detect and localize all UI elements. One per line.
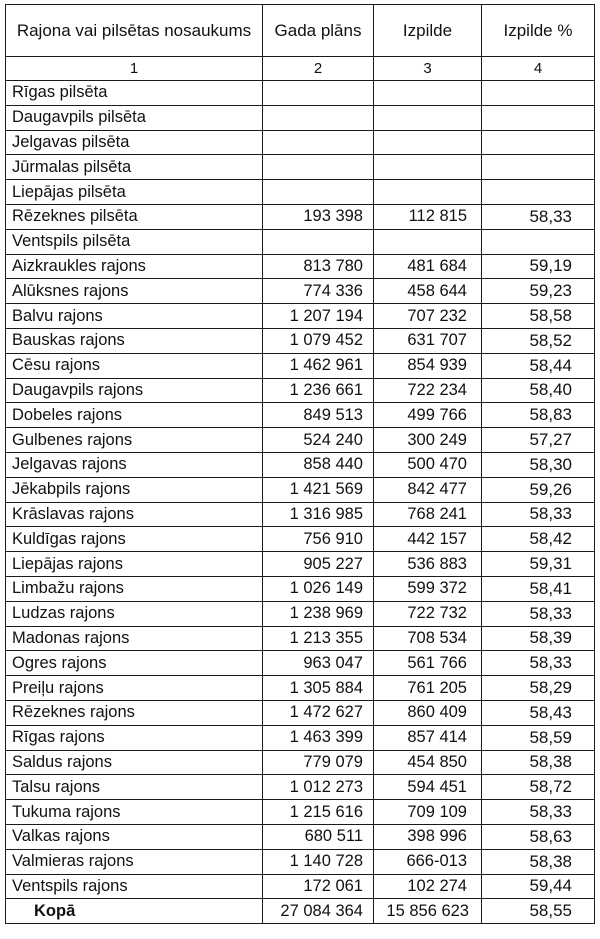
annual-plan-cell xyxy=(263,105,374,130)
execution-percent-cell: 58,40 xyxy=(482,378,595,403)
execution-percent-cell: 58,72 xyxy=(482,775,595,800)
annual-plan-cell: 963 047 xyxy=(263,651,374,676)
table-row xyxy=(6,849,595,874)
execution-percent-cell: 59,44 xyxy=(482,874,595,899)
budget-table xyxy=(5,4,595,924)
district-name-cell: Daugavpils pilsēta xyxy=(6,105,263,130)
annual-plan-cell: 1 012 273 xyxy=(263,775,374,800)
execution-cell: 722 234 xyxy=(374,378,482,403)
execution-cell: 500 470 xyxy=(374,452,482,477)
header-annual-plan: Gada plāns xyxy=(263,5,374,57)
district-name-cell: Daugavpils rajons xyxy=(6,378,263,403)
execution-percent-cell: 58,42 xyxy=(482,527,595,552)
execution-percent-cell: 58,41 xyxy=(482,576,595,601)
execution-cell: 536 883 xyxy=(374,552,482,577)
annual-plan-cell: 172 061 xyxy=(263,874,374,899)
district-name-cell: Jēkabpils rajons xyxy=(6,477,263,502)
annual-plan-cell: 858 440 xyxy=(263,452,374,477)
execution-percent-cell: 58,33 xyxy=(482,502,595,527)
district-name-cell: Balvu rajons xyxy=(6,304,263,329)
table-row xyxy=(6,874,595,899)
execution-percent-cell: 59,31 xyxy=(482,552,595,577)
annual-plan-cell xyxy=(263,229,374,254)
annual-plan-cell: 1 463 399 xyxy=(263,725,374,750)
annual-plan-cell: 1 238 969 xyxy=(263,601,374,626)
annual-plan-cell: 1 305 884 xyxy=(263,676,374,701)
execution-cell: 458 644 xyxy=(374,279,482,304)
execution-percent-cell: 58,33 xyxy=(482,204,595,229)
annual-plan-cell xyxy=(263,130,374,155)
execution-cell: 599 372 xyxy=(374,576,482,601)
table-row xyxy=(6,601,595,626)
table-row xyxy=(6,626,595,651)
table-row xyxy=(6,105,595,130)
table-row xyxy=(6,700,595,725)
execution-cell: 666-013 xyxy=(374,849,482,874)
table-row xyxy=(6,477,595,502)
execution-cell: 842 477 xyxy=(374,477,482,502)
table-row xyxy=(6,775,595,800)
district-name-cell: Liepājas rajons xyxy=(6,552,263,577)
table-row xyxy=(6,279,595,304)
district-name-cell: Jelgavas rajons xyxy=(6,452,263,477)
execution-percent-cell: 58,83 xyxy=(482,403,595,428)
execution-percent-cell: 58,43 xyxy=(482,700,595,725)
annual-plan-cell: 524 240 xyxy=(263,428,374,453)
annual-plan-cell: 27 084 364 xyxy=(263,899,374,924)
annual-plan-cell: 1 421 569 xyxy=(263,477,374,502)
district-name-cell: Limbažu rajons xyxy=(6,576,263,601)
district-name-cell: Ogres rajons xyxy=(6,651,263,676)
execution-percent-cell: 58,38 xyxy=(482,750,595,775)
district-name-cell: Cēsu rajons xyxy=(6,353,263,378)
table-row xyxy=(6,750,595,775)
district-name-cell: Dobeles rajons xyxy=(6,403,263,428)
execution-percent-cell: 58,63 xyxy=(482,824,595,849)
execution-cell: 722 732 xyxy=(374,601,482,626)
table-row xyxy=(6,254,595,279)
district-name-cell: Aizkraukles rajons xyxy=(6,254,263,279)
district-name-cell: Ventspils rajons xyxy=(6,874,263,899)
execution-percent-cell: 58,44 xyxy=(482,353,595,378)
table-row xyxy=(6,81,595,106)
execution-percent-cell: 58,52 xyxy=(482,328,595,353)
annual-plan-cell: 813 780 xyxy=(263,254,374,279)
district-name-cell: Rīgas rajons xyxy=(6,725,263,750)
district-name-cell: Saldus rajons xyxy=(6,750,263,775)
execution-cell: 454 850 xyxy=(374,750,482,775)
execution-percent-cell: 58,33 xyxy=(482,601,595,626)
execution-percent-cell xyxy=(482,105,595,130)
annual-plan-cell: 1 472 627 xyxy=(263,700,374,725)
table-row xyxy=(6,824,595,849)
execution-cell: 761 205 xyxy=(374,676,482,701)
table-row xyxy=(6,229,595,254)
execution-cell: 860 409 xyxy=(374,700,482,725)
execution-cell: 854 939 xyxy=(374,353,482,378)
district-name-cell: Jūrmalas pilsēta xyxy=(6,155,263,180)
table-row xyxy=(6,676,595,701)
execution-cell xyxy=(374,105,482,130)
execution-cell: 15 856 623 xyxy=(374,899,482,924)
district-name-cell: Ventspils pilsēta xyxy=(6,229,263,254)
execution-percent-cell: 59,26 xyxy=(482,477,595,502)
district-name-cell: Rēzeknes pilsēta xyxy=(6,204,263,229)
execution-percent-cell: 58,55 xyxy=(482,899,595,924)
district-name-cell: Preiļu rajons xyxy=(6,676,263,701)
execution-percent-cell: 58,38 xyxy=(482,849,595,874)
execution-cell: 768 241 xyxy=(374,502,482,527)
execution-cell: 561 766 xyxy=(374,651,482,676)
execution-percent-cell: 58,30 xyxy=(482,452,595,477)
table-row xyxy=(6,725,595,750)
table-row xyxy=(6,576,595,601)
execution-percent-cell: 58,33 xyxy=(482,651,595,676)
annual-plan-cell: 1 462 961 xyxy=(263,353,374,378)
annual-plan-cell: 1 207 194 xyxy=(263,304,374,329)
annual-plan-cell xyxy=(263,180,374,205)
execution-cell: 708 534 xyxy=(374,626,482,651)
execution-cell: 631 707 xyxy=(374,328,482,353)
execution-cell xyxy=(374,81,482,106)
execution-cell: 300 249 xyxy=(374,428,482,453)
execution-cell: 594 451 xyxy=(374,775,482,800)
execution-percent-cell: 58,29 xyxy=(482,676,595,701)
district-name-cell: Valkas rajons xyxy=(6,824,263,849)
annual-plan-cell: 1 316 985 xyxy=(263,502,374,527)
district-name-cell: Krāslavas rajons xyxy=(6,502,263,527)
annual-plan-cell: 1 140 728 xyxy=(263,849,374,874)
execution-percent-cell: 59,19 xyxy=(482,254,595,279)
execution-cell: 707 232 xyxy=(374,304,482,329)
column-number-1: 1 xyxy=(6,57,263,81)
execution-percent-cell: 58,58 xyxy=(482,304,595,329)
table-row xyxy=(6,130,595,155)
table-row xyxy=(6,800,595,825)
annual-plan-cell: 1 026 149 xyxy=(263,576,374,601)
execution-percent-cell: 58,39 xyxy=(482,626,595,651)
district-name-cell: Rīgas pilsēta xyxy=(6,81,263,106)
annual-plan-cell: 1 213 355 xyxy=(263,626,374,651)
table-row xyxy=(6,304,595,329)
execution-percent-cell: 57,27 xyxy=(482,428,595,453)
district-name-cell: Rēzeknes rajons xyxy=(6,700,263,725)
table-row xyxy=(6,378,595,403)
district-name-cell: Ludzas rajons xyxy=(6,601,263,626)
annual-plan-cell xyxy=(263,155,374,180)
district-name-cell: Valmieras rajons xyxy=(6,849,263,874)
execution-percent-cell xyxy=(482,81,595,106)
column-number-row xyxy=(6,57,595,81)
district-name-cell: Talsu rajons xyxy=(6,775,263,800)
execution-percent-cell: 58,33 xyxy=(482,800,595,825)
table-row xyxy=(6,204,595,229)
table-row xyxy=(6,328,595,353)
execution-percent-cell: 59,23 xyxy=(482,279,595,304)
header-execution-percent: Izpilde % xyxy=(482,5,595,57)
execution-cell: 857 414 xyxy=(374,725,482,750)
execution-cell: 442 157 xyxy=(374,527,482,552)
table-row xyxy=(6,180,595,205)
annual-plan-cell: 1 079 452 xyxy=(263,328,374,353)
header-execution: Izpilde xyxy=(374,5,482,57)
execution-cell: 481 684 xyxy=(374,254,482,279)
execution-percent-cell: 58,59 xyxy=(482,725,595,750)
execution-cell xyxy=(374,130,482,155)
annual-plan-cell xyxy=(263,81,374,106)
execution-cell: 499 766 xyxy=(374,403,482,428)
execution-cell xyxy=(374,180,482,205)
table-row xyxy=(6,403,595,428)
table-row xyxy=(6,353,595,378)
annual-plan-cell: 905 227 xyxy=(263,552,374,577)
table-row xyxy=(6,527,595,552)
column-number-4: 4 xyxy=(482,57,595,81)
district-name-cell: Gulbenes rajons xyxy=(6,428,263,453)
execution-cell: 398 996 xyxy=(374,824,482,849)
district-name-cell: Jelgavas pilsēta xyxy=(6,130,263,155)
execution-cell xyxy=(374,155,482,180)
execution-percent-cell xyxy=(482,180,595,205)
district-name-cell: Tukuma rajons xyxy=(6,800,263,825)
table-row xyxy=(6,651,595,676)
execution-cell: 112 815 xyxy=(374,204,482,229)
execution-cell: 709 109 xyxy=(374,800,482,825)
table-row xyxy=(6,452,595,477)
annual-plan-cell: 756 910 xyxy=(263,527,374,552)
execution-cell xyxy=(374,229,482,254)
table-row xyxy=(6,428,595,453)
header-row xyxy=(6,5,595,57)
execution-percent-cell xyxy=(482,130,595,155)
district-name-cell: Bauskas rajons xyxy=(6,328,263,353)
district-name-cell: Kuldīgas rajons xyxy=(6,527,263,552)
column-number-2: 2 xyxy=(263,57,374,81)
district-name-cell: Liepājas pilsēta xyxy=(6,180,263,205)
column-number-3: 3 xyxy=(374,57,482,81)
annual-plan-cell: 849 513 xyxy=(263,403,374,428)
annual-plan-cell: 1 215 616 xyxy=(263,800,374,825)
table-row xyxy=(6,155,595,180)
district-name-cell: Alūksnes rajons xyxy=(6,279,263,304)
annual-plan-cell: 680 511 xyxy=(263,824,374,849)
annual-plan-cell: 1 236 661 xyxy=(263,378,374,403)
execution-percent-cell xyxy=(482,155,595,180)
annual-plan-cell: 193 398 xyxy=(263,204,374,229)
table-row xyxy=(6,502,595,527)
district-name-cell: Kopā xyxy=(6,899,263,924)
annual-plan-cell: 779 079 xyxy=(263,750,374,775)
table-row xyxy=(6,552,595,577)
execution-cell: 102 274 xyxy=(374,874,482,899)
header-district-name: Rajona vai pilsētas nosaukums xyxy=(6,5,263,57)
district-name-cell: Madonas rajons xyxy=(6,626,263,651)
annual-plan-cell: 774 336 xyxy=(263,279,374,304)
execution-percent-cell xyxy=(482,229,595,254)
total-row xyxy=(6,899,595,924)
